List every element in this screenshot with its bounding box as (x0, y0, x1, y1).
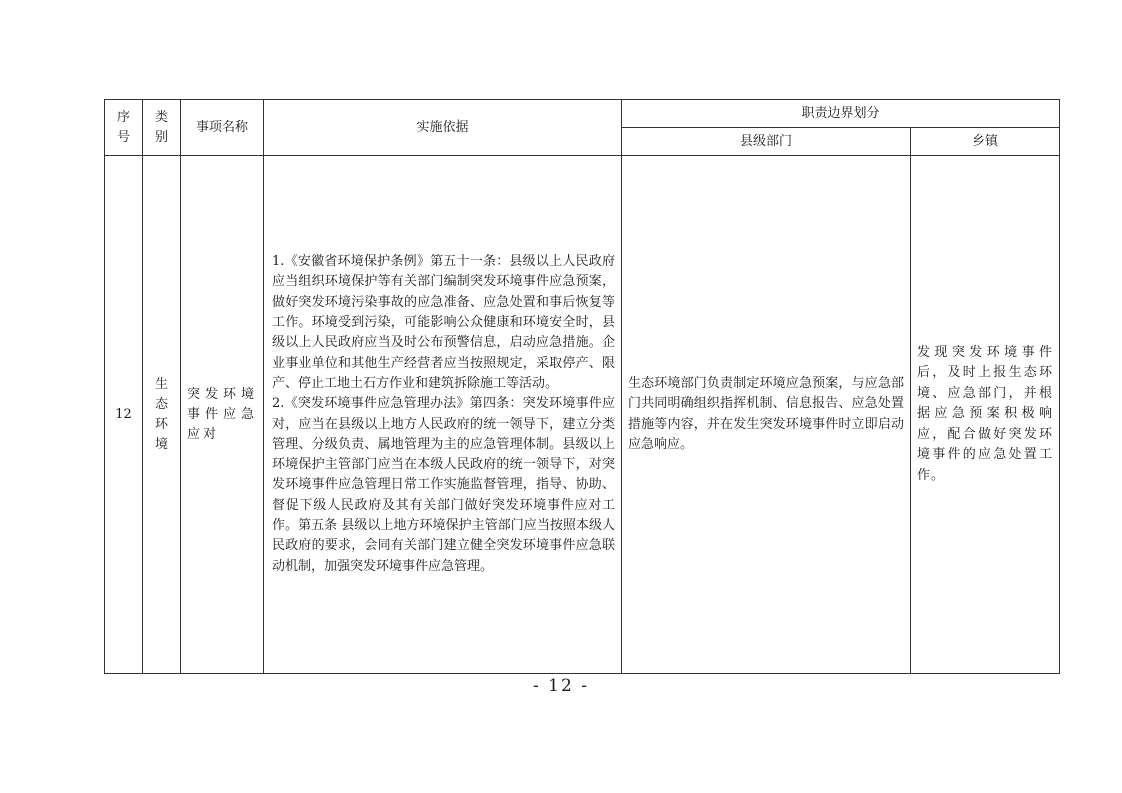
row-seq: 12 (105, 156, 143, 674)
header-item-name: 事项名称 (181, 100, 264, 156)
header-row-1 (105, 100, 1060, 128)
table-row (105, 156, 1060, 674)
header-town: 乡镇 (911, 128, 1060, 156)
header-category: 类别 (143, 100, 181, 156)
header-division: 职责边界划分 (622, 100, 1060, 128)
page-number: - 12 - (533, 676, 589, 696)
row-town-duty: 发现突发环境事件后，及时上报生态环境、应急部门，并根据应急预案积极响应，配合做好突发环境事件的应急处置工作。 (911, 156, 1060, 674)
responsibility-table (104, 99, 1060, 674)
header-seq: 序号 (105, 100, 143, 156)
header-county: 县级部门 (622, 128, 911, 156)
basis-paragraph-2: 2.《突发环境事件应急管理办法》第四条：突发环境事件应对，应当在县级以上地方人民政府的统一领导下，建立分类管理、分级负责、属地管理为主的应急管理体制。县级以上环境保护主管部门应当在本级人民政府的统一领导下，对突发环境事件应急管理日常工作实施监督管理，指导、协助、督促下级人民政府及其有关部门做好突发环境事件应对工作。第五条 县级以上地方环境保护主管部门应当按照本级人民政府的要求，会同有关部门建立健全突发环境事件应急联动机制，加强突发环境事件应急管理。 (272, 396, 615, 574)
header-basis: 实施依据 (264, 100, 622, 156)
row-category: 生态环境 (143, 156, 181, 674)
row-county-duty: 生态环境部门负责制定环境应急预案，与应急部门共同明确组织指挥机制、信息报告、应急处置措施等内容，并在发生突发环境事件时立即启动应急响应。 (622, 156, 911, 674)
row-item-name: 突发环境事件应急应对 (181, 156, 264, 674)
row-basis (264, 156, 622, 674)
basis-paragraph-1: 1.《安徽省环境保护条例》第五十一条：县级以上人民政府应当组织环境保护等有关部门编制突发环境事件应急预案，做好突发环境污染事故的应急准备、应急处置和事后恢复等工作。环境受到污染，可能影响公众健康和环境安全时，县级以上人民政府应当及时公布预警信息，启动应急措施。企业事业单位和其他生产经营者应当按照规定，采取停产、限产、停止工地土石方作业和建筑拆除施工等活动。 (272, 254, 615, 391)
